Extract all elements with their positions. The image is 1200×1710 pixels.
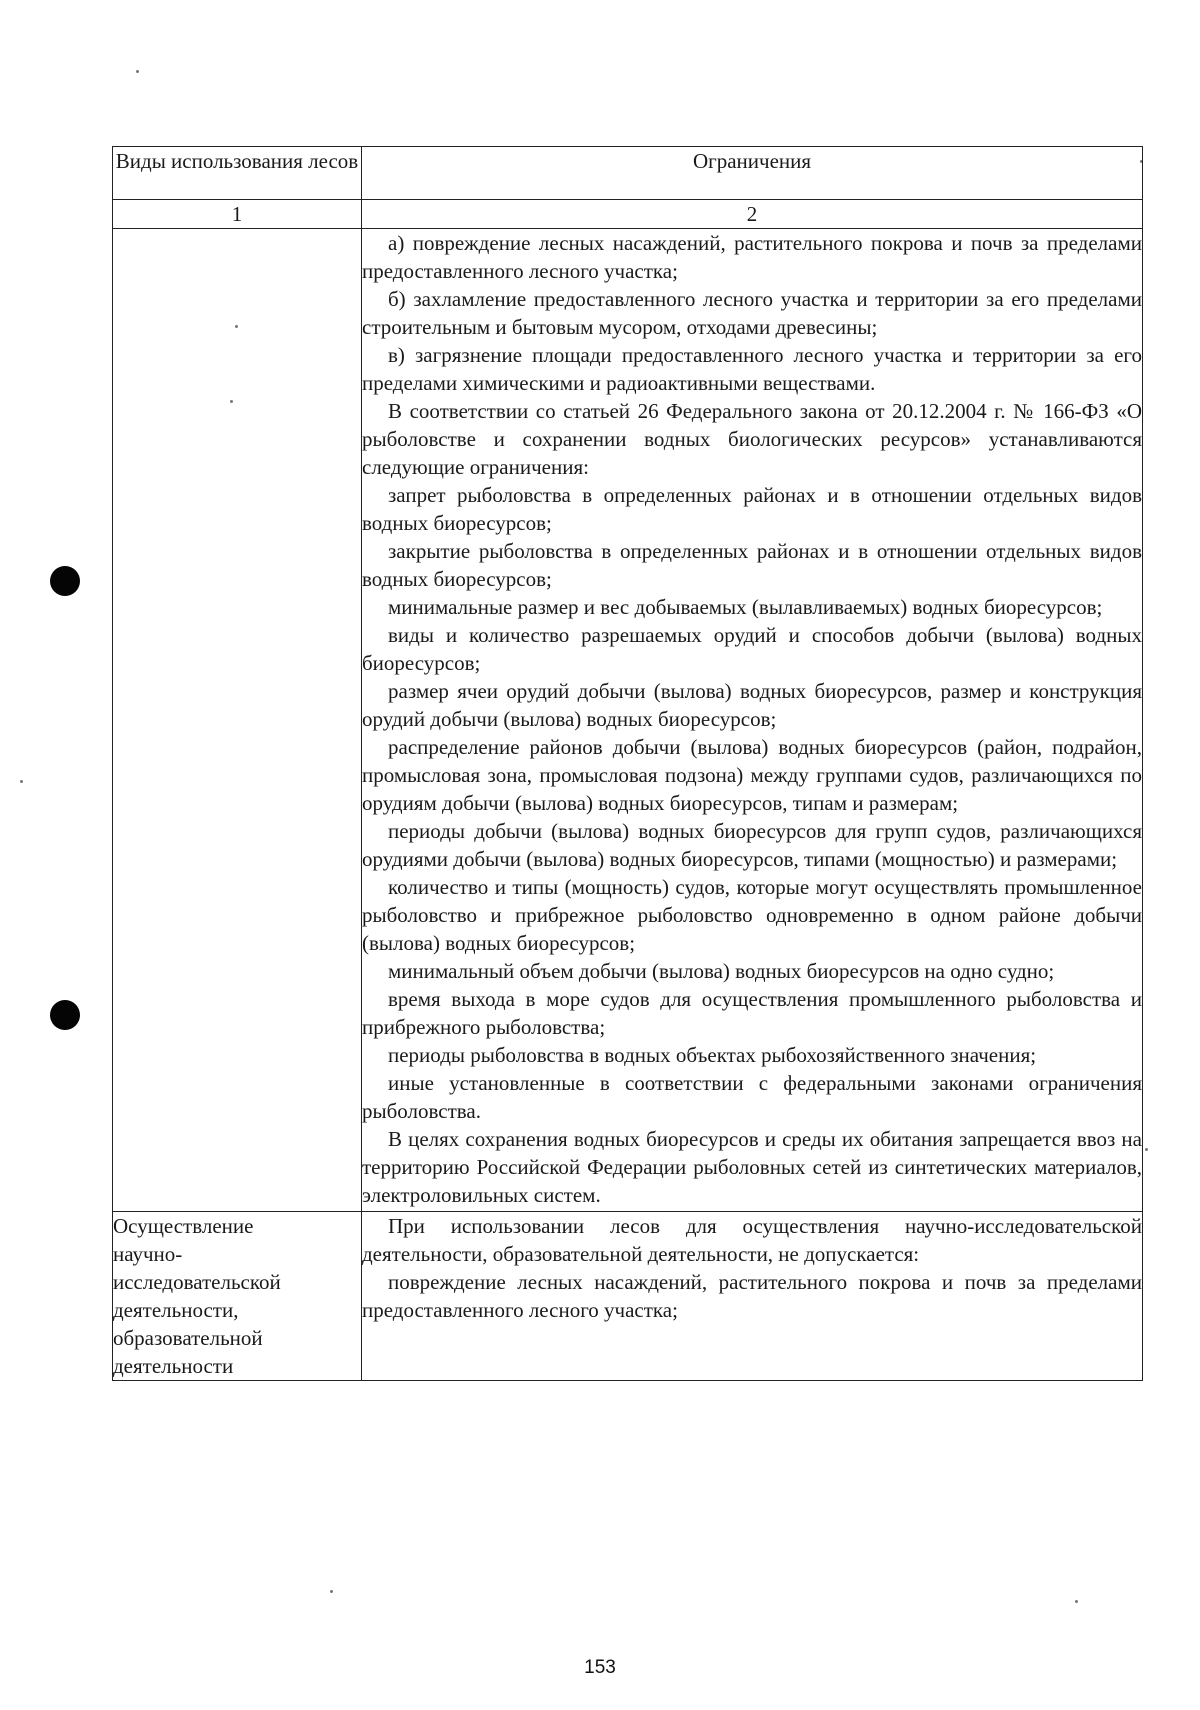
table-row [113,1212,1143,1381]
restriction-paragraph: периоды добычи (вылова) водных биоресурсов для групп судов, различающихся орудиями добычи (вылова) водных биоресурсов, типами (мощностью) и размерами; [362,819,1142,871]
restriction-paragraph: в) загрязнение площади предоставленного лесного участка и территории за его пределами химическими и радиоактивными веществами. [362,343,1142,395]
header-restrictions: Ограничения [362,147,1143,200]
restriction-paragraph: В соответствии со статьей 26 Федерального закона от 20.12.2004 г. № 166-ФЗ «О рыболовстве и сохранении водных биологических ресурсов» устанавливаются следующие ограничения: [362,399,1142,479]
restriction-paragraph: периоды рыболовства в водных объектах рыбохозяйственного значения; [388,1043,1037,1067]
scan-speck [20,780,23,783]
punch-hole-bottom [50,1000,80,1030]
use-type-line: деятельности, [113,1298,239,1322]
table-header-row [113,147,1143,200]
use-type-line: Осуществление [113,1214,254,1238]
restriction-paragraph: иные установленные в соответствии с федеральными законами ограничения рыболовства. [362,1071,1142,1123]
restriction-paragraph: минимальные размер и вес добываемых (вылавливаемых) водных биоресурсов; [388,595,1103,619]
scan-speck [1075,1600,1078,1603]
use-type-line: исследовательской [113,1270,281,1294]
restriction-paragraph: В целях сохранения водных биоресурсов и среды их обитания запрещается ввоз на территорию Российской Федерации рыболовных сетей из синтетических материалов, электроловильных систем. [362,1127,1142,1207]
restriction-paragraph: время выхода в море судов для осуществления промышленного рыболовства и прибрежного рыболовства; [362,987,1142,1039]
column-number-1: 1 [113,200,362,229]
use-type-line: образовательной [113,1326,263,1350]
restriction-paragraph: а) повреждение лесных насаждений, растительного покрова и почв за пределами предоставленного лесного участка; [362,231,1142,283]
scan-speck [1145,1148,1148,1151]
table-row [113,229,1143,1212]
column-number-2: 2 [362,200,1143,229]
restriction-paragraph: количество и типы (мощность) судов, которые могут осуществлять промышленное рыболовство и прибрежное рыболовство одновременно в одном районе добычи (вылова) водных биоресурсов; [362,875,1142,955]
restriction-paragraph: запрет рыболовства в определенных районах и в отношении отдельных видов водных биоресурсов; [362,483,1142,535]
restriction-paragraph: распределение районов добычи (вылова) водных биоресурсов (район, подрайон, промысловая зона, промысловая подзона) между группами судов, различающихся по орудиям добычи (вылова) водных биоресурсов, типам и размерам; [362,735,1142,815]
header-use-types: Виды использования лесов [113,147,362,200]
restriction-paragraph: повреждение лесных насаждений, растительного покрова и почв за пределами предоставленного лесного участка; [362,1270,1142,1322]
use-type-line: деятельности [113,1354,234,1378]
restrictions-cell [362,1212,1143,1381]
page-number: 153 [584,1657,616,1678]
use-type-cell [113,1212,362,1381]
restrictions-cell [362,229,1143,1212]
use-type-cell [113,229,362,1212]
restriction-paragraph: виды и количество разрешаемых орудий и способов добычи (вылова) водных биоресурсов; [362,623,1142,675]
restriction-paragraph: минимальный объем добычи (вылова) водных биоресурсов на одно судно; [388,959,1055,983]
punch-hole-top [50,566,80,596]
restriction-paragraph: закрытие рыболовства в определенных районах и в отношении отдельных видов водных биоресурсов; [362,539,1142,591]
scan-speck [136,70,139,73]
restriction-paragraph: При использовании лесов для осуществления научно-исследовательской деятельности, образовательной деятельности, не допускается: [362,1214,1142,1266]
column-number-row [113,200,1143,229]
scan-speck [330,1590,333,1593]
use-type-line: научно- [113,1242,183,1266]
restriction-paragraph: размер ячеи орудий добычи (вылова) водных биоресурсов, размер и конструкция орудий добычи (вылова) водных биоресурсов; [362,679,1142,731]
restrictions-table [112,146,1143,1381]
restriction-paragraph: б) захламление предоставленного лесного участка и территории за его пределами строительным и бытовым мусором, отходами древесины; [362,287,1142,339]
